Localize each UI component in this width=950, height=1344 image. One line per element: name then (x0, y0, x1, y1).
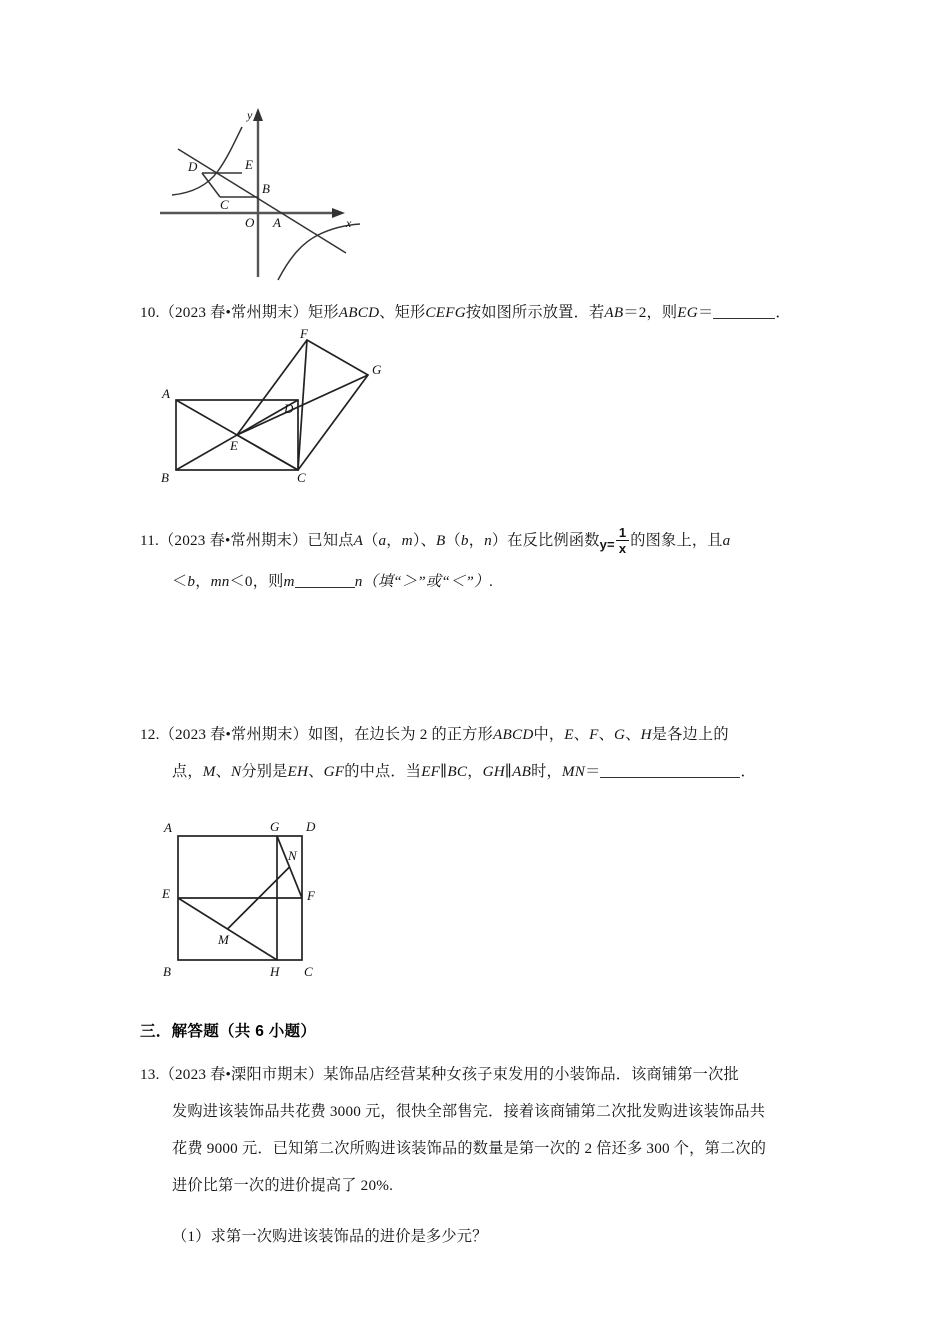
label-point-h: H (270, 964, 280, 979)
q12-l2-ab: AB (512, 763, 532, 780)
question-11-line-2 (140, 563, 860, 600)
q12-l2-g: ， (467, 763, 483, 780)
label-point-f: F (307, 888, 315, 903)
figure-square-midpoints (160, 818, 360, 983)
q12-text-c: 、 (573, 726, 590, 743)
question-13-line-3: 花费 9000 元．已知第二次所购进该装饰品的数量是第一次的 2 倍还多 300 个，第二次的 (172, 1140, 767, 1157)
q10-answer-blank[interactable] (713, 318, 775, 319)
q12-point-f: F (589, 726, 599, 743)
question-12 (140, 716, 860, 790)
label-point-a: A (164, 820, 172, 835)
q12-l2-b: 、 (215, 763, 232, 780)
q11-l2-a: ＜ (172, 573, 188, 590)
label-point-e: E (230, 438, 238, 453)
q11-text-e: （ (445, 532, 461, 549)
label-point-d: D (188, 159, 198, 174)
label-point-e: E (162, 886, 170, 901)
label-point-b: B (163, 964, 171, 979)
q11-text-d: ）、 (412, 532, 437, 549)
q12-l2-c: 分别是 (241, 763, 288, 780)
q12-l2-e: 的中点．当 (344, 763, 422, 780)
label-point-b: B (161, 470, 169, 485)
label-point-e: E (245, 157, 253, 172)
q11-var-n: n (484, 532, 492, 549)
label-point-g: G (372, 362, 382, 377)
q12-number: 12. (140, 726, 160, 743)
question-10 (140, 294, 840, 331)
q12-l2-ef: EF (421, 763, 441, 780)
label-axis-y: y (247, 108, 253, 122)
q13-text-1: （2023 春•溧阳市期末）某饰品店经营某种女孩子束发用的小装饰品．该商铺第一次批 (159, 1066, 739, 1083)
q12-l2-bc: BC (447, 763, 468, 780)
q12-l2-mn: MN (561, 763, 586, 780)
label-point-c: C (297, 470, 306, 485)
q10-eg: EG (677, 304, 698, 321)
segment-fc (298, 340, 307, 470)
question-11 (140, 522, 860, 600)
section-3-heading: 三．解答题（共 6 小题） (140, 1023, 317, 1040)
figure-two-rectangles (160, 326, 420, 485)
q11-var-a3: a (722, 532, 731, 549)
q11-var-b: b (460, 532, 469, 549)
label-point-d: D (306, 819, 316, 834)
q12-point-h: H (640, 726, 652, 743)
q12-l2-n: N (231, 763, 242, 780)
hyperbola-branch-upper-left (172, 127, 242, 195)
q11-var-m: m (401, 532, 413, 549)
q12-l2-f: ∥ (440, 763, 448, 780)
q11-fraction-denominator: x (618, 541, 627, 556)
question-13-line-1 (140, 1056, 860, 1093)
q11-l2-b: b (187, 573, 196, 590)
label-point-g: G (270, 819, 280, 834)
q12-text-a: （2023 春•常州期末）如图，在边长为 2 的正方形 (159, 726, 494, 743)
q11-text-g: ）在反比例函数 (491, 532, 600, 549)
q11-l2-d: ＜0，则 (229, 573, 284, 590)
q12-l2-d: 、 (308, 763, 324, 780)
q11-point-a: A (353, 532, 364, 549)
label-point-c: C (304, 964, 313, 979)
q11-l2-e: n（填“＞”或“＜”）. (354, 573, 494, 590)
q11-point-b: B (436, 532, 446, 549)
question-13 (140, 1056, 860, 1255)
q10-number: 10. (140, 304, 160, 321)
q12-l2-gh: GH (482, 763, 505, 780)
q11-text-c: ， (386, 532, 402, 549)
label-point-o: O (245, 215, 255, 230)
q12-answer-blank[interactable] (600, 777, 740, 778)
q10-text-b: 、矩形 (379, 304, 426, 321)
question-13-line-4: 进价比第一次的进价提高了 20%. (172, 1177, 394, 1194)
label-point-f: F (300, 326, 308, 341)
q11-answer-blank[interactable] (295, 587, 355, 588)
question-12-line-2 (140, 753, 860, 790)
q12-l2-end: ． (740, 763, 756, 780)
q10-ab: AB (604, 304, 624, 321)
question-11-line-1 (140, 522, 860, 563)
y-axis-arrow (253, 108, 263, 121)
figure-coordinate-hyperbola (150, 105, 400, 285)
descending-line (178, 149, 346, 253)
q13-number: 13. (140, 1066, 160, 1083)
q12-l2-eh: EH (287, 763, 309, 780)
label-axis-x: x (346, 216, 352, 230)
hyperbola-branch-lower-right (278, 224, 360, 280)
q11-text-f: ， (468, 532, 485, 549)
label-point-n: N (288, 848, 297, 863)
label-point-c: C (220, 197, 229, 212)
q10-abcd: ABCD (338, 304, 380, 321)
q10-cefg: CEFG (425, 304, 466, 321)
q12-abcd: ABCD (493, 726, 534, 743)
q12-l2-h: ∥ (504, 763, 513, 780)
q12-text-d: 、 (598, 726, 615, 743)
segment-dc (202, 173, 220, 197)
q12-l2-a: 点， (172, 763, 203, 780)
q12-l2-m: M (202, 763, 216, 780)
q11-l2-mn: mn (210, 573, 230, 590)
q11-l2-c: ， (195, 573, 211, 590)
q11-fraction-numerator: 1 (616, 526, 629, 541)
question-10-line-1 (140, 294, 840, 331)
q12-l2-gf: GF (323, 763, 345, 780)
q12-text-b: 中， (533, 726, 565, 743)
question-13-line-2: 发购进该装饰品共花费 3000 元，很快全部售完．接着该商铺第二次批发购进该装饰品共 (172, 1103, 766, 1120)
label-point-a: A (273, 215, 281, 230)
q11-fraction (616, 526, 629, 555)
label-point-a: A (162, 386, 170, 401)
q11-l2-m: m (283, 573, 295, 590)
question-13-sub-1: （1）求第一次购进该装饰品的进价是多少元？ (172, 1228, 488, 1245)
q12-point-e: E (564, 726, 574, 743)
q10-text-d: ＝2，则 (623, 304, 678, 321)
q11-text-b: （ (363, 532, 379, 549)
q12-l2-j: ＝ (585, 763, 601, 780)
q11-number: 11. (140, 532, 160, 549)
label-point-d: D (284, 401, 294, 416)
q11-text-a: （2023 春•常州期末）已知点 (159, 532, 354, 549)
q12-point-g: G (614, 726, 626, 743)
label-point-m: M (218, 932, 229, 947)
x-axis-arrow (332, 208, 345, 218)
q10-text-c: 按如图所示放置．若 (465, 304, 605, 321)
q10-text-a: （2023 春•常州期末）矩形 (159, 304, 339, 321)
q12-text-e2: 、 (625, 726, 641, 743)
q10-text-end: ． (775, 304, 791, 321)
question-12-line-1 (140, 716, 860, 753)
q11-text-h: 的图象上，且 (630, 532, 723, 549)
q12-text-f2: 是各边上的 (651, 726, 729, 743)
q12-l2-i: 时， (531, 763, 562, 780)
q11-function-lead: y= (599, 537, 615, 552)
q10-text-e: ＝ (697, 304, 714, 321)
q11-var-a: a (378, 532, 387, 549)
label-point-b: B (262, 181, 270, 196)
